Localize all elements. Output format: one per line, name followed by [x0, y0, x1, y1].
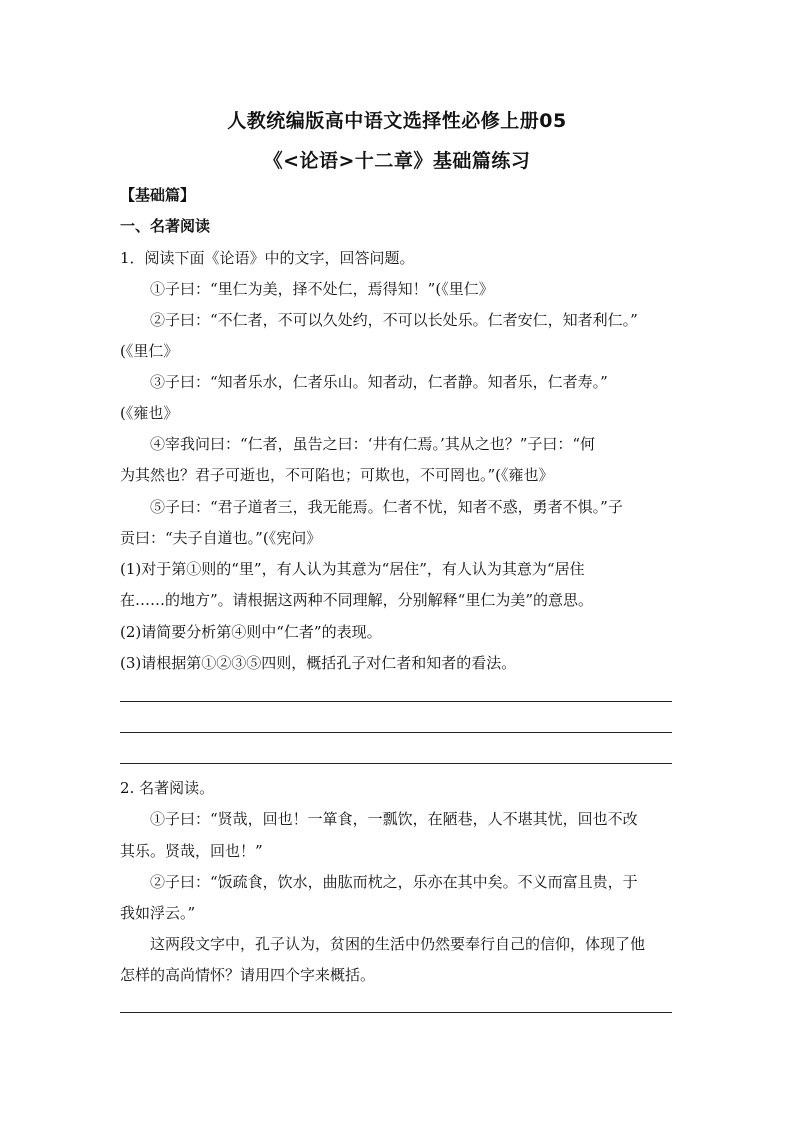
part1-heading: 一、名著阅读	[120, 217, 211, 235]
q1-sub-question-2: (2)请简要分析第④则中“仁者”的表现。	[120, 623, 382, 641]
q1-passage-4: ④宰我问曰：“仁者，虽告之曰：‘井有仁焉。’其从之也？”子曰：“何	[150, 435, 596, 453]
answer-line[interactable]	[120, 1012, 672, 1013]
q1-passage-1: ①子曰：“里仁为美，择不处仁，焉得知！”(《里仁》	[150, 280, 494, 298]
document-title: 人教统编版高中语文选择性必修上册05	[227, 110, 567, 132]
q1-passage-5-cont: 贡曰：“夫子自道也。”(《宪问》	[120, 529, 322, 547]
q2-question: 这两段文字中，孔子认为，贫困的生活中仍然要奉行自己的信仰，体现了他	[150, 935, 646, 953]
q2-passage-1-cont: 其乐。贤哉，回也！”	[120, 842, 263, 860]
answer-line[interactable]	[120, 701, 672, 702]
q1-passage-3-source: (《雍也》	[120, 404, 179, 422]
q1-sub-question-3: (3)请根据第①②③⑤四则，概括孔子对仁者和知者的看法。	[120, 654, 517, 672]
q1-passage-4-cont: 为其然也？君子可逝也，不可陷也；可欺也，不可罔也。”(《雍也》	[120, 466, 554, 484]
document-subtitle: 《<论语>十二章》基础篇练习	[263, 150, 531, 172]
answer-line[interactable]	[120, 732, 672, 733]
q1-passage-3: ③子曰：“知者乐水，仁者乐山。知者动，仁者静。知者乐，仁者寿。”	[150, 373, 608, 391]
question-1-stem: 1．阅读下面《论语》中的文字，回答问题。	[120, 249, 415, 267]
section-label: 【基础篇】	[120, 186, 196, 204]
q2-passage-2: ②子曰：“饭疏食，饮水，曲肱而枕之，乐亦在其中矣。不义而富且贵，于	[150, 873, 638, 891]
answer-line[interactable]	[120, 763, 672, 764]
q2-passage-1: ①子曰：“贤哉，回也！一箪食，一瓢饮，在陋巷，人不堪其忧，回也不改	[150, 810, 638, 828]
q1-sub-question-1-cont: 在……的地方”。请根据这两种不同理解，分别解释“里仁为美”的意思。	[120, 591, 594, 609]
question-2-stem: 2. 名著阅读。	[120, 779, 215, 797]
q1-passage-2: ②子曰：“不仁者，不可以久处约，不可以长处乐。仁者安仁，知者利仁。”	[150, 311, 638, 329]
q1-passage-2-source: (《里仁》	[120, 342, 179, 360]
q1-sub-question-1: (1)对于第①则的“里”，有人认为其意为“居住”，有人认为其意为“居住	[120, 560, 585, 578]
q2-question-cont: 怎样的高尚情怀？请用四个字来概括。	[120, 966, 376, 984]
q1-passage-5: ⑤子曰：“君子道者三，我无能焉。仁者不忧，知者不惑，勇者不惧。”子	[150, 498, 623, 516]
q2-passage-2-cont: 我如浮云。”	[120, 904, 196, 922]
